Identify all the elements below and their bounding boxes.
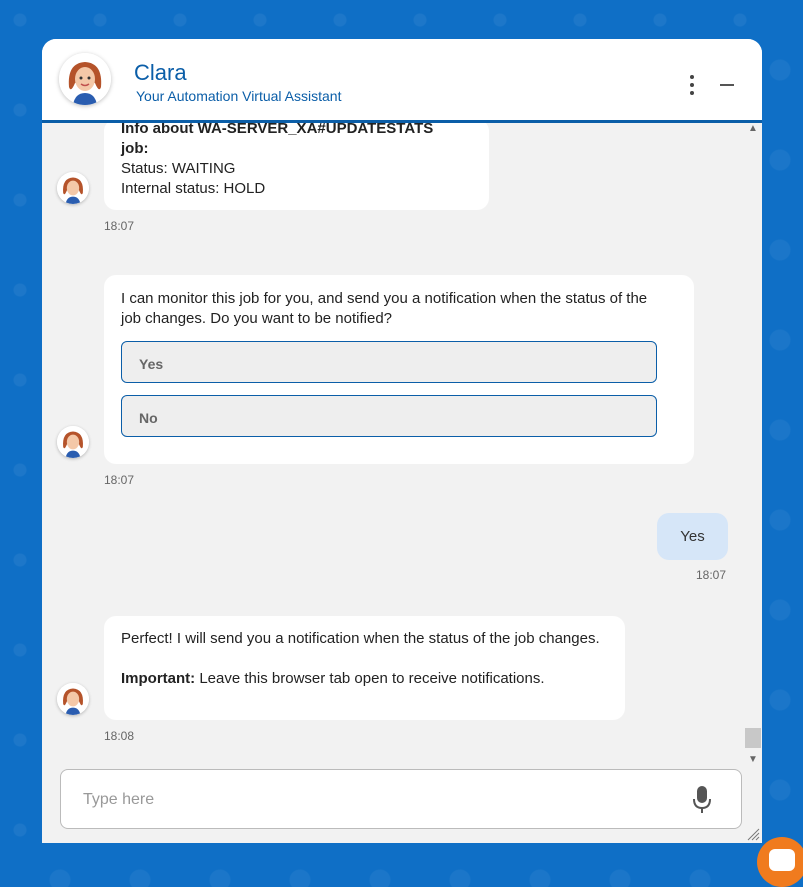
microphone-icon[interactable] xyxy=(692,785,712,815)
job-internal-status: Internal status: HOLD xyxy=(121,180,266,197)
option-yes-button[interactable]: Yes xyxy=(121,341,657,383)
important-text: Leave this browser tab open to receive notifications. xyxy=(195,670,545,687)
bot-message xyxy=(104,123,489,210)
message-time: 18:07 xyxy=(696,568,727,582)
assistant-subtitle: Your Automation Virtual Assistant xyxy=(136,88,342,104)
message-input[interactable] xyxy=(81,787,675,813)
assistant-avatar-small xyxy=(57,683,89,715)
confirmation-text: Perfect! I will send you a notification when the status of the job changes. xyxy=(121,630,600,647)
chat-launcher-button[interactable] xyxy=(757,837,803,887)
assistant-avatar xyxy=(59,53,111,105)
message-input-box xyxy=(60,769,742,829)
message-list[interactable] xyxy=(42,123,762,763)
job-status: Status: WAITING xyxy=(121,160,236,177)
important-label: Important: xyxy=(121,670,196,687)
user-message: Yes xyxy=(657,513,728,560)
chat-window xyxy=(42,39,762,843)
assistant-avatar-small xyxy=(57,426,89,458)
message-time: 18:07 xyxy=(104,473,135,487)
assistant-name: Clara xyxy=(134,60,187,85)
message-time: 18:07 xyxy=(104,219,135,233)
bot-message xyxy=(104,616,625,720)
assistant-avatar-small xyxy=(57,172,89,204)
chat-bubble-icon xyxy=(769,849,795,871)
option-no-button[interactable]: No xyxy=(121,395,657,437)
scroll-down-icon[interactable]: ▼ xyxy=(748,754,758,763)
job-info-title: Info about WA-SERVER_XA#UPDATESTATS job: xyxy=(121,123,434,157)
notify-question: I can monitor this job for you, and send you a notification when the status of the job changes. Do you want to be notified? xyxy=(121,290,648,327)
resize-handle-icon[interactable] xyxy=(746,827,760,843)
message-time: 18:08 xyxy=(104,729,135,743)
scroll-up-icon[interactable]: ▲ xyxy=(748,123,758,134)
minimize-icon[interactable] xyxy=(720,84,734,86)
chat-header xyxy=(42,39,762,123)
bot-message xyxy=(104,275,694,464)
scrollbar-thumb[interactable] xyxy=(745,728,761,748)
more-options-icon[interactable] xyxy=(682,75,702,99)
